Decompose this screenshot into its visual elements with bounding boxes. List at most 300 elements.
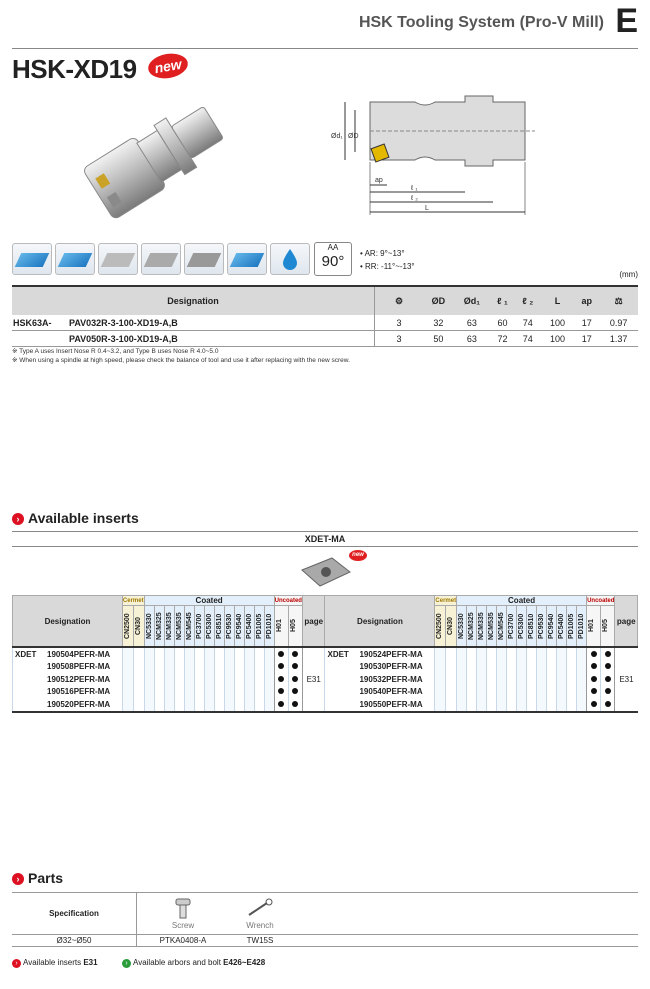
grade-cell: [164, 647, 174, 661]
table-row: [13, 673, 638, 686]
stock-dot-icon: [587, 686, 601, 699]
grade-cell: [577, 647, 587, 661]
ap-cell: 17: [574, 315, 599, 331]
grade-label: NCM325: [155, 612, 163, 640]
insert-page-ref: E31: [615, 647, 638, 712]
l1-label: ℓ ₁: [411, 185, 418, 192]
grade-label: PD1010: [265, 613, 273, 639]
group-uncoated: Uncoated: [587, 597, 615, 604]
grade-cell: [527, 698, 537, 712]
stock-dot-icon: [601, 686, 615, 699]
grade-cell: [507, 673, 517, 686]
grade-header: [254, 606, 264, 648]
grade-cell: [537, 661, 547, 674]
grade-cell: [557, 673, 567, 686]
section-letter: E: [615, 2, 638, 40]
grade-cell: [537, 686, 547, 699]
grade-label: NCM535: [175, 612, 183, 640]
grade-cell: [497, 698, 507, 712]
grade-label: H01: [275, 619, 283, 633]
grade-cell: [234, 647, 244, 661]
grade-cell: [446, 673, 457, 686]
grade-label: PC5300: [205, 613, 213, 639]
designation-cell: PAV050R-3-100-XD19-A,B: [68, 331, 375, 347]
grade-cell: [264, 698, 274, 712]
stock-dot-icon: [587, 673, 601, 686]
grade-cell: [244, 673, 254, 686]
teeth-icon: ⚙: [394, 295, 404, 306]
grade-cell: [174, 686, 184, 699]
grade-header: [567, 606, 577, 648]
grade-label: PD1005: [255, 613, 263, 639]
grade-cell: [184, 698, 194, 712]
grade-cell: [144, 647, 154, 661]
grade-header: [194, 606, 204, 648]
stock-dot-icon: [587, 698, 601, 712]
prefix-cell: HSK63A-: [12, 315, 68, 331]
grade-cell: [477, 673, 487, 686]
grade-header: [517, 606, 527, 648]
col-page: page: [302, 596, 325, 648]
grade-cell: [446, 661, 457, 674]
stock-dot-icon: [601, 673, 615, 686]
insert-designation: XDET 190504PEFR-MA: [13, 647, 123, 661]
insert-grade-table: [12, 595, 638, 713]
grade-header: [557, 606, 567, 648]
col-designation: Designation: [325, 596, 435, 648]
grade-cell: [487, 698, 497, 712]
weight-cell: 0.97: [599, 315, 638, 331]
grade-cell: [194, 661, 204, 674]
grade-cell: [144, 686, 154, 699]
stock-dot-icon: [288, 673, 302, 686]
approach-angle-box: [314, 242, 352, 276]
grade-cell: [517, 686, 527, 699]
wrench-header: [229, 893, 291, 935]
stock-dot-icon: [601, 647, 615, 661]
grade-header: [144, 606, 154, 648]
grade-cell: [133, 647, 144, 661]
grade-cell: [254, 686, 264, 699]
grade-label: PC8510: [528, 613, 536, 639]
stock-dot-icon: [274, 661, 288, 674]
grade-cell: [547, 698, 557, 712]
grade-cell: [204, 698, 214, 712]
grade-cell: [557, 661, 567, 674]
grade-cell: [264, 673, 274, 686]
grade-cell: [507, 647, 517, 661]
grade-cell: [446, 647, 457, 661]
grade-cell: [467, 673, 477, 686]
grade-cell: [244, 647, 254, 661]
grade-cell: [244, 686, 254, 699]
screw-cell: PTKA0408-A: [137, 935, 230, 947]
grade-cell: [184, 673, 194, 686]
grade-cell: [446, 698, 457, 712]
screw-icon: [171, 897, 195, 919]
grade-cell: [477, 661, 487, 674]
new-badge: new: [146, 51, 190, 82]
wrench-label: Wrench: [246, 921, 274, 930]
insert-designation: 190540PEFR-MA: [325, 686, 435, 699]
inserts-section-heading: [12, 510, 139, 526]
grade-cell: [184, 647, 194, 661]
arrow-circle-icon: ›: [12, 513, 24, 525]
grade-header: [577, 606, 587, 648]
grade-cell: [435, 673, 446, 686]
designation-cell: PAV032R-3-100-XD19-A,B: [68, 315, 375, 331]
grade-cell: [537, 698, 547, 712]
grade-cell: [133, 673, 144, 686]
grade-header: [244, 606, 254, 648]
stock-dot-icon: [288, 686, 302, 699]
parts-table: [12, 892, 638, 947]
grade-cell: [122, 673, 133, 686]
grade-cell: [435, 647, 446, 661]
grade-cell: [537, 647, 547, 661]
grade-cell: [224, 661, 234, 674]
stock-dot-icon: [601, 661, 615, 674]
grade-header: [122, 606, 133, 648]
grade-cell: [527, 661, 537, 674]
grade-header: [446, 606, 457, 648]
col-od1: Ød₁: [454, 286, 490, 315]
grade-label: PD1005: [568, 613, 576, 639]
header-divider: [12, 48, 638, 49]
grade-cell: [567, 661, 577, 674]
step-milling-icon: [98, 243, 138, 275]
grade-cell: [264, 686, 274, 699]
col-designation: Designation: [13, 596, 123, 648]
grade-cell: [234, 673, 244, 686]
grade-cell: [435, 686, 446, 699]
table-row: [13, 647, 638, 661]
grade-cell: [446, 686, 457, 699]
grade-cell: [567, 647, 577, 661]
grade-header: [477, 606, 487, 648]
grade-cell: [234, 661, 244, 674]
footer-inserts-link[interactable]: › Available inserts E31: [12, 958, 98, 968]
note-1: ※ Type A uses Insert Nose R 0.4~3.2, and Type B uses Nose R 4.0~5.0: [12, 348, 219, 355]
grade-label: PC9530: [225, 613, 233, 639]
grade-header: [154, 606, 164, 648]
ap-label: ap: [375, 177, 383, 184]
grade-cell: [487, 686, 497, 699]
grade-cell: [194, 698, 204, 712]
grade-cell: [184, 661, 194, 674]
grade-header: [214, 606, 224, 648]
grade-header: [487, 606, 497, 648]
grade-cell: [527, 686, 537, 699]
grade-cell: [487, 647, 497, 661]
col-ap: ap: [574, 286, 599, 315]
ramping-icon: [141, 243, 181, 275]
grade-label: NCM335: [478, 612, 486, 640]
grade-cell: [122, 698, 133, 712]
grade-cell: [457, 686, 467, 699]
grade-cell: [567, 698, 577, 712]
axial-rake-note: • AR: 9°~13°: [360, 249, 405, 258]
parts-section-heading: [12, 870, 63, 886]
stock-dot-icon: [288, 647, 302, 661]
grade-cell: [467, 686, 477, 699]
grade-header: [601, 606, 615, 648]
grade-cell: [194, 686, 204, 699]
grade-header: [547, 606, 557, 648]
grade-cell: [264, 661, 274, 674]
grade-cell: [154, 673, 164, 686]
wrench-icon: [245, 897, 275, 919]
spec-header: Specification: [12, 893, 137, 935]
grade-cell: [194, 647, 204, 661]
grade-header: [264, 606, 274, 648]
L-cell: 100: [541, 331, 575, 347]
grade-cell: [497, 686, 507, 699]
grade-label: NC5330: [458, 613, 466, 639]
grade-cell: [527, 647, 537, 661]
grade-label: PC3700: [195, 613, 203, 639]
group-uncoated: Uncoated: [274, 597, 302, 604]
grade-cell: [577, 686, 587, 699]
table-row: [12, 331, 638, 347]
inserts-section-title: Available inserts: [28, 510, 139, 526]
grade-header: [527, 606, 537, 648]
grade-cell: [435, 661, 446, 674]
stock-dot-icon: [274, 647, 288, 661]
angle-aa: AA: [327, 243, 339, 252]
grade-label: CN30: [447, 617, 455, 635]
spec-table: [12, 285, 638, 347]
grade-label: CN30: [134, 617, 142, 635]
grade-cell: [204, 647, 214, 661]
grade-cell: [144, 661, 154, 674]
coolant-drop-icon: [270, 243, 310, 275]
grade-cell: [254, 673, 264, 686]
grade-cell: [122, 661, 133, 674]
grade-header: [234, 606, 244, 648]
group-cermet: Cermet: [122, 597, 144, 604]
grade-label: PC3700: [508, 613, 516, 639]
grade-header: [457, 606, 467, 648]
stock-dot-icon: [587, 661, 601, 674]
tool-photo: [60, 84, 250, 234]
grade-cell: [234, 698, 244, 712]
arrow-circle-icon: ›: [12, 959, 21, 968]
grade-label: NCM325: [468, 612, 476, 640]
wrench-cell: TW15S: [229, 935, 291, 947]
grade-cell: [254, 647, 264, 661]
stock-dot-icon: [288, 698, 302, 712]
table-row: [13, 698, 638, 712]
col-page: page: [615, 596, 638, 648]
grade-cell: [467, 698, 477, 712]
grade-header: [537, 606, 547, 648]
insert-type-title: XDET-MA: [12, 531, 638, 547]
grade-label: CN2500: [436, 613, 444, 639]
spec-cell: Ø32~Ø50: [12, 935, 137, 947]
col-od: ØD: [423, 286, 454, 315]
grade-label: PD1010: [578, 613, 586, 639]
l2-cell: 74: [515, 315, 541, 331]
grade-cell: [507, 661, 517, 674]
screw-label: Screw: [171, 921, 195, 930]
stock-dot-icon: [274, 673, 288, 686]
col-weight: [599, 286, 638, 315]
grade-cell: [224, 686, 234, 699]
table-row: [12, 315, 638, 331]
grade-cell: [577, 661, 587, 674]
grade-label: PC9530: [538, 613, 546, 639]
stock-dot-icon: [587, 647, 601, 661]
grade-cell: [517, 661, 527, 674]
grade-cell: [174, 698, 184, 712]
slot-milling-icon: [55, 243, 95, 275]
grade-cell: [567, 673, 577, 686]
col-l1: ℓ ₁: [490, 286, 515, 315]
L-cell: 100: [541, 315, 575, 331]
grade-label: PC5400: [245, 613, 253, 639]
weight-icon: ⚖: [614, 295, 623, 306]
grade-label: NCM545: [498, 612, 506, 640]
grade-cell: [214, 673, 224, 686]
col-teeth: [375, 286, 424, 315]
grade-cell: [174, 647, 184, 661]
insert-designation: 190530PEFR-MA: [325, 661, 435, 674]
grade-cell: [507, 698, 517, 712]
grade-label: H05: [602, 619, 610, 633]
unit-label: (mm): [619, 270, 638, 279]
grade-cell: [133, 686, 144, 699]
grade-label: CN2500: [123, 613, 131, 639]
grade-cell: [154, 686, 164, 699]
grade-cell: [244, 698, 254, 712]
d-cell: 50: [423, 331, 454, 347]
col-designation: Designation: [12, 286, 375, 315]
grade-cell: [264, 647, 274, 661]
stock-dot-icon: [288, 661, 302, 674]
grade-cell: [133, 698, 144, 712]
l1-cell: 72: [490, 331, 515, 347]
grade-cell: [547, 686, 557, 699]
grade-cell: [567, 686, 577, 699]
grade-label: PC5400: [558, 613, 566, 639]
insert-photo: [296, 552, 358, 590]
technical-drawing: [325, 90, 625, 220]
grade-header: [224, 606, 234, 648]
grade-header: [184, 606, 194, 648]
insert-new-badge: new: [349, 550, 367, 561]
grade-cell: [517, 673, 527, 686]
grade-header: [288, 606, 302, 648]
grade-header: [164, 606, 174, 648]
grade-label: PC9540: [235, 613, 243, 639]
grade-cell: [457, 647, 467, 661]
od-label: ØD: [348, 133, 359, 140]
section-title: HSK Tooling System (Pro-V Mill): [358, 14, 604, 31]
grade-cell: [457, 698, 467, 712]
grade-label: NCM545: [185, 612, 193, 640]
grade-cell: [164, 673, 174, 686]
grade-header: [133, 606, 144, 648]
stock-dot-icon: [274, 698, 288, 712]
insert-page-ref: E31: [302, 647, 325, 712]
grade-cell: [477, 686, 487, 699]
grade-cell: [577, 673, 587, 686]
grade-cell: [467, 647, 477, 661]
grade-cell: [204, 686, 214, 699]
group-coated: Coated: [144, 596, 274, 606]
grade-header: [467, 606, 477, 648]
grade-cell: [507, 686, 517, 699]
grade-cell: [122, 686, 133, 699]
grade-cell: [547, 673, 557, 686]
insert-designation: 190550PEFR-MA: [325, 698, 435, 712]
grade-cell: [547, 661, 557, 674]
grade-label: NC5330: [145, 613, 153, 639]
grade-cell: [174, 673, 184, 686]
l2-cell: 74: [515, 331, 541, 347]
grade-cell: [557, 686, 567, 699]
grade-cell: [144, 673, 154, 686]
grade-cell: [214, 661, 224, 674]
grade-cell: [194, 673, 204, 686]
L-label: L: [425, 205, 429, 212]
grade-header: [204, 606, 214, 648]
group-cermet: Cermet: [435, 597, 457, 604]
grade-cell: [144, 698, 154, 712]
grade-header: [435, 606, 446, 648]
d-cell: 32: [423, 315, 454, 331]
grade-header: [587, 606, 601, 648]
grade-cell: [184, 686, 194, 699]
l2-label: ℓ ₂: [411, 195, 418, 202]
od1-label: Ød₁: [331, 133, 343, 140]
insert-designation: 190512PEFR-MA: [13, 673, 123, 686]
grade-header: [274, 606, 288, 648]
col-l2: ℓ ₂: [515, 286, 541, 315]
grade-label: NCM535: [488, 612, 496, 640]
insert-designation: XDET 190524PEFR-MA: [325, 647, 435, 661]
table-row: [13, 686, 638, 699]
grade-cell: [527, 673, 537, 686]
stock-dot-icon: [601, 698, 615, 712]
grade-cell: [497, 647, 507, 661]
grade-cell: [457, 673, 467, 686]
grade-cell: [467, 661, 477, 674]
grade-cell: [477, 647, 487, 661]
grade-cell: [497, 661, 507, 674]
grade-cell: [547, 647, 557, 661]
grade-cell: [154, 698, 164, 712]
footer-arbors-link[interactable]: › Available arbors and bolt E426~E428: [122, 958, 265, 968]
insert-designation: 190532PEFR-MA: [325, 673, 435, 686]
grade-cell: [557, 647, 567, 661]
radial-rake-note: • RR: -11°~-13°: [360, 262, 415, 271]
grade-label: NCM335: [165, 612, 173, 640]
grade-cell: [234, 686, 244, 699]
grade-cell: [557, 698, 567, 712]
grade-label: PC9540: [548, 613, 556, 639]
grade-cell: [224, 673, 234, 686]
arrow-circle-icon: ›: [122, 959, 131, 968]
grade-cell: [214, 698, 224, 712]
insert-designation: 190520PEFR-MA: [13, 698, 123, 712]
grade-cell: [435, 698, 446, 712]
grade-label: PC8510: [215, 613, 223, 639]
grade-cell: [154, 647, 164, 661]
teeth-cell: 3: [375, 331, 424, 347]
grade-cell: [214, 647, 224, 661]
